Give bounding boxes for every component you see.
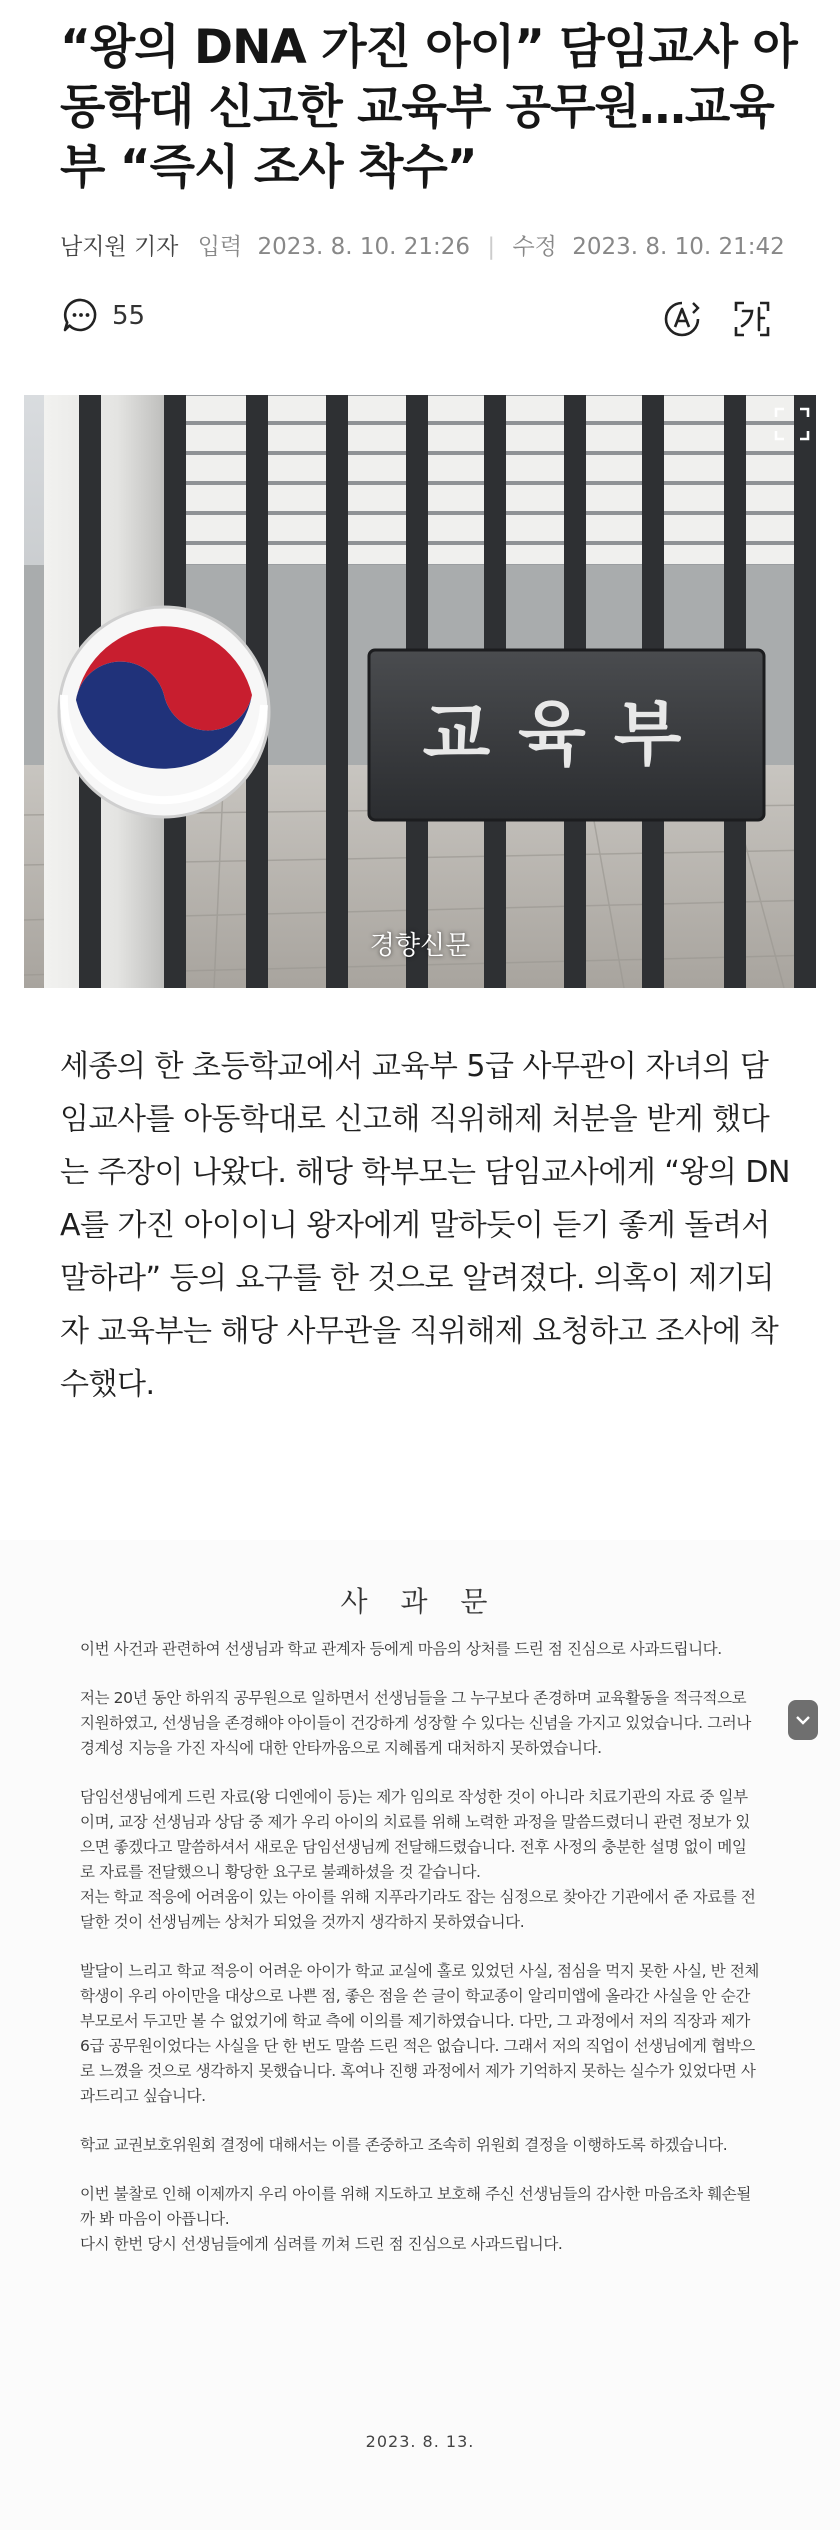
apology-paragraph: 학교 교권보호위원회 결정에 대해서는 이를 존중하고 조속히 위원회 결정을 이행하도록 하겠습니다. xyxy=(80,2136,728,2154)
apology-paragraph: 발달이 느리고 학교 적응이 어려운 아이가 학교 교실에 홀로 있었던 사실, 점심을 먹지 못한 사실, 반 전체 학생이 우리 아이만을 대상으로 나쁜 점, 좋은 점을 쓴 글이 학교종이 알리미앱에 올라간 사실을 안 순간 부모로서 두고만 볼 수 없었기에 학교 측에 이의를 제기하였습니다. 다만, 그 과정에서 저의 직장과 제가 6급 공무원이었다는 사실을 단 한 번도 말씀 드린 적은 없습니다. 그래서 저의 직업이 선생님에게 협박으로 느꼈을 것으로 생각하지 못했습니다. 혹여나 진행 과정에서 제가 기억하지 못하는 실수가 있었다면 사과드리고 싶습니다. xyxy=(80,1962,759,2105)
published-time: 2023. 8. 10. 21:26 xyxy=(257,234,471,260)
updated-label: 수정 xyxy=(512,234,557,260)
comment-button[interactable] xyxy=(60,295,145,337)
comment-count: 55 xyxy=(112,301,146,331)
photo-credit: 경향신문 xyxy=(369,931,471,961)
apology-paragraph: 담임선생님에게 드린 자료(왕 디엔에이 등)는 제가 임의로 작성한 것이 아니라 치료기관의 자료 중 일부이며, 교장 선생님과 상담 중 제가 우리 아이의 치료를 위해 노력한 과정을 말씀드렸더니 관련 정보가 있으면 좋겠다고 말씀하셔서 새로운 담임선생님께 전달해드렸습니다. 전후 사정의 충분한 설명 없이 메일로 자료를 전달했으니 황당한 요구로 불쾌하셨을 것 같습니다. xyxy=(80,1788,750,1881)
article-photo[interactable] xyxy=(24,395,816,988)
article-lead: 세종의 한 초등학교에서 교육부 5급 사무관이 자녀의 담임교사를 아동학대로 신고해 직위해제 처분을 받게 했다는 주장이 나왔다. 해당 학부모는 담임교사에게 “왕의 DNA를 가진 아이이니 왕자에게 말하듯이 듣기 좋게 돌려서 말하라” 등의 요구를 한 것으로 알려졌다. 의혹이 제기되자 교육부는 해당 사무관을 직위해제 요청하고 조사에 착수했다. xyxy=(60,1049,790,1402)
comment-icon xyxy=(60,295,102,337)
updated-time: 2023. 8. 10. 21:42 xyxy=(572,234,785,260)
apology-paragraph: 다시 한번 당시 선생님들에게 심려를 끼쳐 드린 점 진심으로 사과드립니다. xyxy=(80,2235,563,2253)
published-label: 입력 xyxy=(197,234,243,260)
reporter-name[interactable]: 남지원 기자 xyxy=(60,234,179,260)
apology-title: 사 과 문 xyxy=(340,1585,500,1618)
ministry-gate-image xyxy=(24,395,816,988)
apology-paragraph: 저는 20년 동안 하위직 공무원으로 일하면서 선생님들을 그 누구보다 존경하며 교육활동을 적극적으로 지원하였고, 선생님을 존경해야 아이들이 건강하게 성장할 수 있다는 신념을 가지고 있었습니다. 그러나 경계성 지능을 가진 자식에 대한 안타까움으로 지혜롭게 대처하지 못하였습니다. xyxy=(80,1689,751,1757)
apology-date: 2023. 8. 13. xyxy=(365,2432,475,2451)
apology-letter-image xyxy=(0,1540,840,2530)
article-toolbar xyxy=(60,295,780,345)
article-headline: “왕의 DNA 가진 아이” 담임교사 아동학대 신고한 교육부 공무원…교육부 “즉시 조사 착수” xyxy=(60,20,797,195)
byline-divider: | xyxy=(487,234,496,260)
apology-paragraph: 이번 사건과 관련하여 선생님과 학교 관계자 등에게 마음의 상처를 드린 점 진심으로 사과드립니다. xyxy=(80,1640,722,1658)
apology-paragraph: 이번 불찰로 인해 이제까지 우리 아이를 위해 지도하고 보호해 주신 선생님들의 감사한 마음조차 훼손될까 봐 마음이 아픕니다. xyxy=(80,2185,751,2228)
byline xyxy=(60,228,785,261)
text-size-icon[interactable] xyxy=(660,297,704,341)
sign-text: 교육부 xyxy=(422,693,710,775)
apology-paragraph: 저는 학교 적응에 어려움이 있는 아이를 위해 지푸라기라도 잡는 심정으로 찾아간 기관에서 준 자료를 전달한 것이 선생님께는 상처가 되었을 것까지 생각하지 못하였습니다. xyxy=(80,1888,756,1931)
chevron-down-icon xyxy=(795,1714,811,1726)
scroll-down-button[interactable] xyxy=(788,1700,818,1740)
translate-icon[interactable] xyxy=(730,297,774,341)
government-emblem xyxy=(59,607,269,817)
apology-body xyxy=(80,1637,760,2281)
